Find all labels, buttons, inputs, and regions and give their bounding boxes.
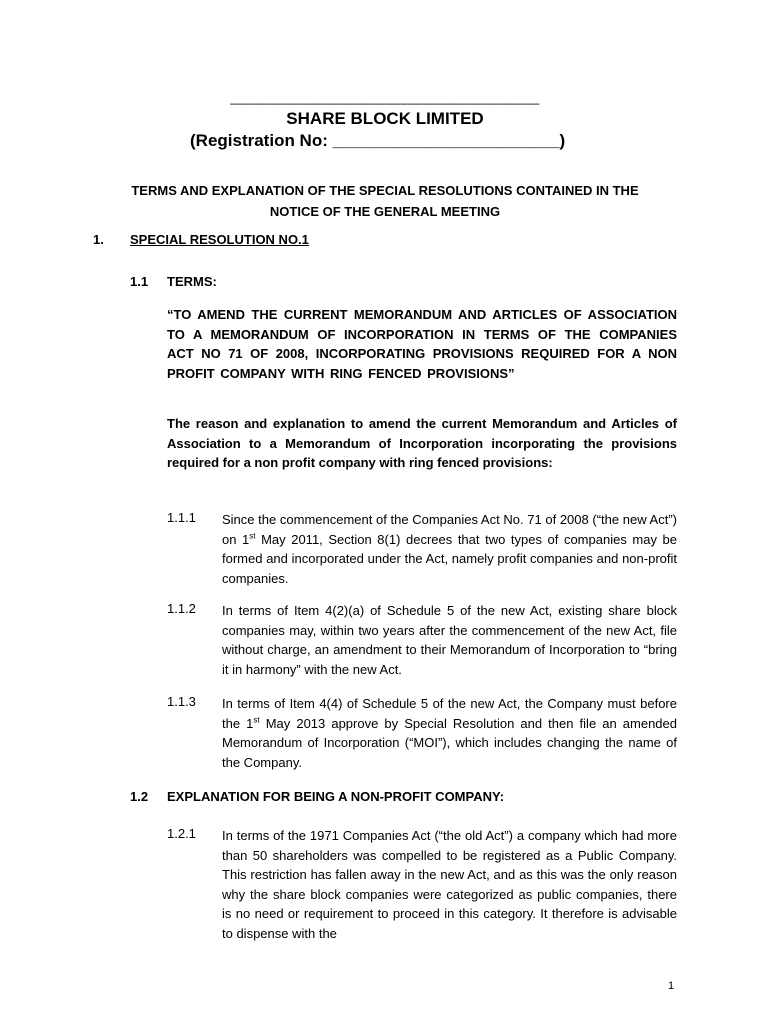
item-1-1-3-text: In terms of Item 4(4) of Schedule 5 of the new Act, the Company must before the 1st May 2013 approve by Special Resolution and then file an amended Memorandum of Incorporation (“MOI”), which includes changing the name of the Company. bbox=[222, 696, 677, 770]
item-1-1-2-text: In terms of Item 4(2)(a) of Schedule 5 of the new Act, existing share block companies may, within two years after the commencement of the new Act, file without charge, an amendment to their Memorandum of Incorporation to “bring it in harmony” with the new Act. bbox=[222, 603, 677, 677]
company-name-blank: ________________________________________ bbox=[230, 90, 540, 105]
subsection-1-1-title: TERMS: bbox=[167, 274, 217, 289]
heading-line-2: NOTICE OF THE GENERAL MEETING bbox=[269, 204, 501, 219]
resolution-quote: “TO AMEND THE CURRENT MEMORANDUM AND ARTICLES OF ASSOCIATION TO A MEMORANDUM OF INCORPORATION IN TERMS OF THE COMPANIES ACT NO 71 OF 2008, INCORPORATING PROVISIONS REQUIRED FOR A NON PROFIT COMPANY WITH RING FENCED PROVISIONS” bbox=[167, 307, 677, 381]
registration-line: (Registration No: ________________________) bbox=[190, 131, 566, 150]
page-number: 1 bbox=[668, 980, 675, 992]
reason-paragraph: The reason and explanation to amend the current Memorandum and Articles of Association to a Memorandum of Incorporation incorporating the provisions required for a non profit company with ring fenced provisions: bbox=[167, 416, 677, 470]
item-1-2-1-number: 1.2.1 bbox=[167, 826, 196, 841]
item-1-1-3-number: 1.1.3 bbox=[167, 694, 196, 709]
company-title: SHARE BLOCK LIMITED bbox=[286, 109, 484, 128]
item-1-2-1-text: In terms of the 1971 Companies Act (“the old Act”) a company which had more than 50 shareholders was compelled to be registered as a Public Company. This restriction has fallen away in the new Act, and as this was the only reason why the share block companies were categorized as public companies, there is no need or requirement to proceed in this category. It therefore is advisable to dispense with the bbox=[222, 828, 677, 941]
item-1-1-1-number: 1.1.1 bbox=[167, 510, 196, 525]
item-1-1-1-text: Since the commencement of the Companies Act No. 71 of 2008 (“the new Act”) on 1st May 2011, Section 8(1) decrees that two types of companies may be formed and incorporated under the Act, namely profit companies and non-profit companies. bbox=[222, 512, 677, 586]
section-1-number: 1. bbox=[93, 232, 104, 247]
subsection-1-2-title: EXPLANATION FOR BEING A NON-PROFIT COMPANY: bbox=[167, 789, 505, 804]
document-heading bbox=[0, 180, 770, 222]
subsection-1-1-number: 1.1 bbox=[130, 274, 149, 289]
heading-line-1: TERMS AND EXPLANATION OF THE SPECIAL RESOLUTIONS CONTAINED IN THE bbox=[131, 183, 639, 198]
subsection-1-2-number: 1.2 bbox=[130, 789, 149, 804]
section-1-title: SPECIAL RESOLUTION NO.1 bbox=[130, 232, 309, 247]
item-1-1-2-number: 1.1.2 bbox=[167, 601, 196, 616]
